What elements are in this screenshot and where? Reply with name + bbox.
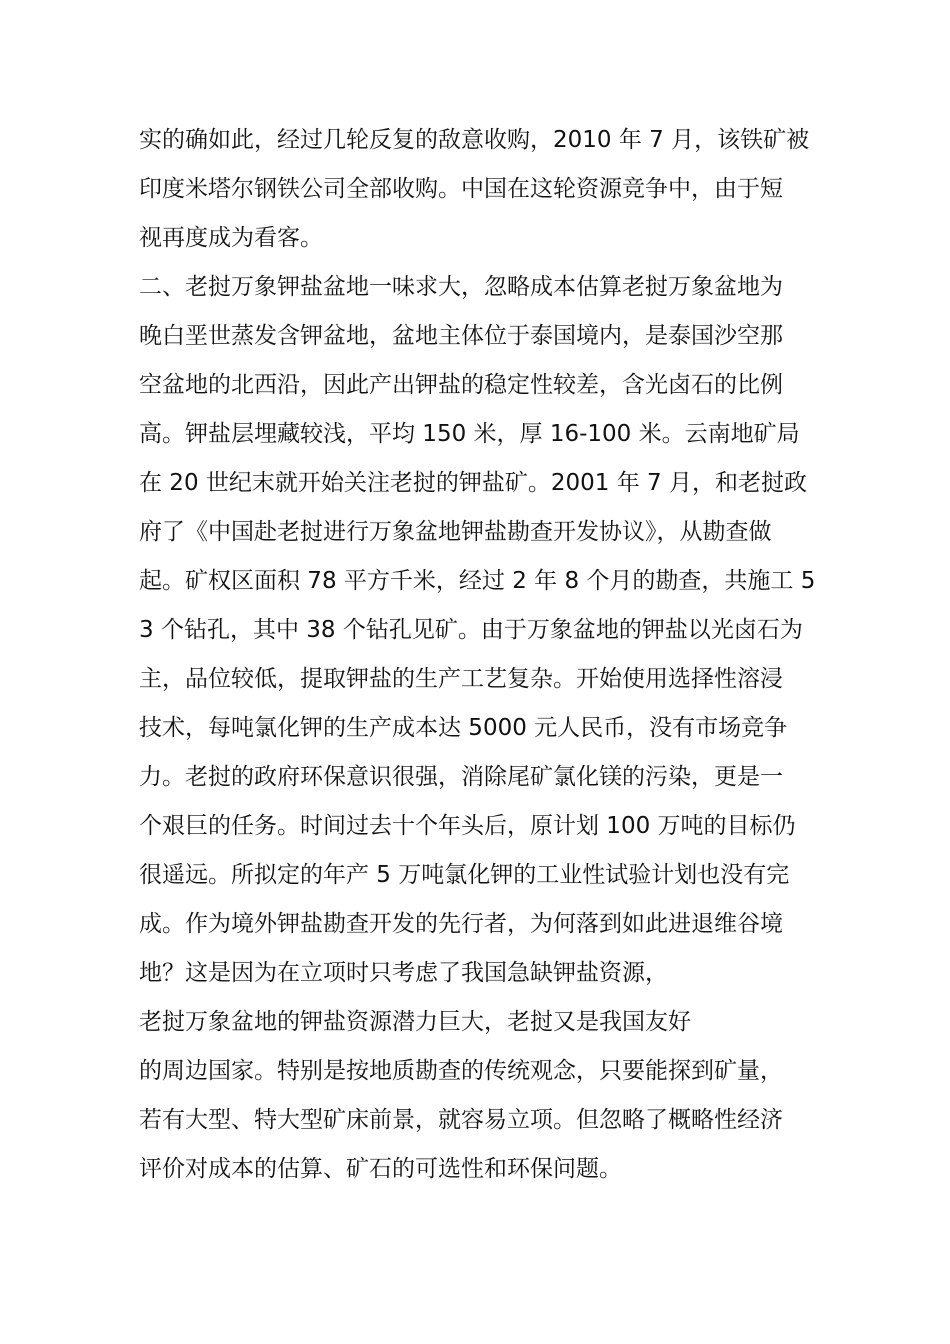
text-line: 地？这是因为在立项时只考虑了我国急缺钾盐资源， [139,960,668,986]
text-line: 评价对成本的估算、矿石的可选性和环保问题。 [139,1156,622,1182]
text-line: 个艰巨的任务。时间过去十个年头后，原计划 100 万吨的目标仍 [139,813,796,839]
text-line: 力。老挝的政府环保意识很强，消除尾矿氯化镁的污染，更是一 [139,764,783,790]
text-line: 府了《中国赴老挝进行万象盆地钾盐勘查开发协议》，从勘查做 [139,519,772,545]
text-line: 视再度成为看客。 [139,225,323,251]
text-line: 很遥远。所拟定的年产 5 万吨氯化钾的工业性试验计划也没有完 [139,862,790,888]
text-line: 若有大型、特大型矿床前景，就容易立项。但忽略了概略性经济 [139,1107,783,1133]
section-heading-line: 二、老挝万象钾盐盆地一味求大，忽略成本估算老挝万象盆地为 [139,274,783,300]
body-text [139,116,819,1194]
text-line: 成。作为境外钾盐勘查开发的先行者，为何落到如此进退维谷境 [139,911,783,937]
text-line: 起。矿权区面积 78 平方千米，经过 2 年 8 个月的勘查，共施工 5 [139,568,816,594]
text-line: 的周边国家。特别是按地质勘查的传统观念，只要能探到矿量， [139,1058,783,1084]
text-line: 晚白垩世蒸发含钾盆地，盆地主体位于泰国境内，是泰国沙空那 [139,323,783,349]
text-line: 高。钾盐层埋藏较浅，平均 150 米，厚 16-100 米。云南地矿局 [139,421,800,447]
text-line: 实的确如此，经过几轮反复的敌意收购，2010 年 7 月，该铁矿被 [139,127,810,153]
text-line: 空盆地的北西沿，因此产出钾盐的稳定性较差，含光卤石的比例 [139,372,783,398]
text-line: 3 个钻孔，其中 38 个钻孔见矿。由于万象盆地的钾盐以光卤石为 [139,617,803,643]
text-line: 老挝万象盆地的钾盐资源潜力巨大，老挝又是我国友好 [139,1009,691,1035]
text-line: 在 20 世纪末就开始关注老挝的钾盐矿。2001 年 7 月，和老挝政 [139,470,807,496]
text-line: 技术，每吨氯化钾的生产成本达 5000 元人民币，没有市场竞争 [139,715,788,741]
text-line: 主，品位较低，提取钾盐的生产工艺复杂。开始使用选择性溶浸 [139,666,783,692]
text-line: 印度米塔尔钢铁公司全部收购。中国在这轮资源竞争中，由于短 [139,176,783,202]
